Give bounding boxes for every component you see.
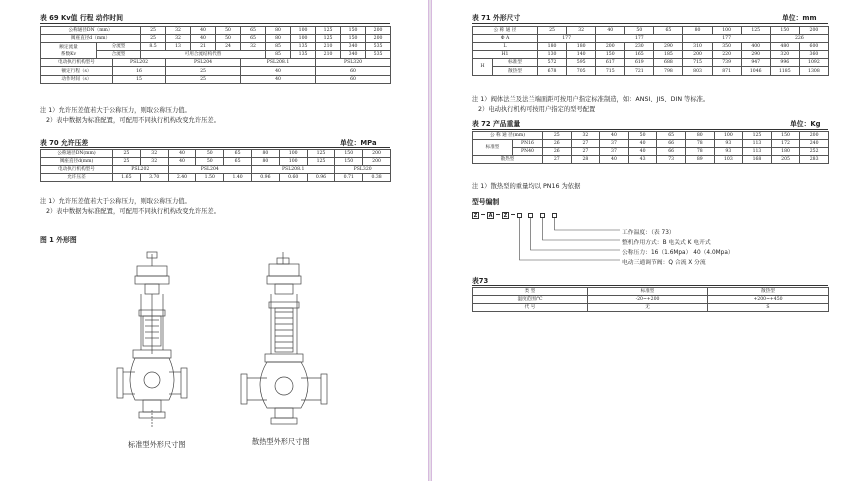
act-cell: PSL208.1 — [241, 59, 316, 67]
left-page — [0, 0, 428, 481]
d-cell: 200 — [363, 158, 391, 166]
d-cell: 65 — [224, 158, 252, 166]
table-cell: 40 — [191, 35, 216, 43]
h1-cell: 320 — [770, 51, 799, 59]
table71-unit: 单位：mm — [782, 14, 817, 22]
row-label: 允许压差 — [41, 174, 113, 182]
time-cell: 40 — [241, 75, 316, 83]
figure1-title: 图 1 外形图 — [40, 236, 77, 244]
pn16-cell: 27 — [571, 140, 600, 148]
d-cell: 25 — [113, 158, 141, 166]
table70-dp-row — [41, 174, 391, 182]
model-title: 型号编制 — [472, 198, 500, 206]
code-line-temp: 工作温度：（表 73） — [622, 230, 675, 236]
table73-row — [473, 296, 829, 304]
l-label: L — [473, 43, 538, 51]
note69-2: 2）表中数据为标准配置，可配用不同执行机构改变允许压差。 — [46, 117, 221, 124]
dn-cell: 65 — [657, 132, 686, 140]
table70-dn-row — [41, 150, 391, 158]
dn-cell: 150 — [335, 150, 363, 158]
l-cell: 230 — [625, 43, 654, 51]
table-cell: 65 — [241, 27, 266, 35]
table73-title: 表73 — [472, 277, 489, 285]
table-cell: 50 — [216, 27, 241, 35]
table71-l-row — [473, 43, 829, 51]
table-cell: 25 — [141, 35, 166, 43]
pn16-cell: 93 — [714, 140, 743, 148]
time-cell: 15 — [113, 75, 166, 83]
dn-cell: 25 — [113, 150, 141, 158]
l-cell: 350 — [712, 43, 741, 51]
dn-cell: 50 — [625, 27, 654, 35]
table69-act-row — [41, 59, 391, 67]
table71-h1-row — [473, 51, 829, 59]
dn-label: 公 称 通 径 — [473, 27, 538, 35]
dp-cell: 1.40 — [224, 174, 252, 182]
table73-cell: S — [708, 304, 829, 312]
note69-1: 注 1）允许压差值若大于公称压力，则取公称压力值。 — [40, 107, 191, 114]
dp-cell: 2.40 — [168, 174, 196, 182]
code-leader-lines — [512, 218, 622, 270]
d-cell: 100 — [279, 158, 307, 166]
std-cell: 572 — [538, 59, 567, 67]
code-dash — [511, 214, 515, 215]
table73-row — [473, 288, 829, 296]
dn-cell: 80 — [685, 132, 714, 140]
table-cell: 100 — [291, 35, 316, 43]
code-line-type: 电动三通调节阀：Q 合流 X 分流 — [622, 260, 706, 266]
l-cell: 180 — [567, 43, 596, 51]
h-label: H — [473, 59, 493, 75]
table-cell: 25 — [141, 27, 166, 35]
kv-cell: 340 — [341, 51, 366, 59]
table73-cell: 散热型 — [708, 288, 829, 296]
l-cell: 310 — [683, 43, 712, 51]
heat-cell: 1046 — [741, 67, 770, 75]
pn16-cell: 26 — [543, 140, 572, 148]
act-label: 电动执行机构型号 — [41, 166, 113, 174]
std-cell: 1092 — [799, 59, 828, 67]
table-cell: 125 — [316, 27, 341, 35]
table69-title: 表 69 Kv值 行程 动作时间 — [40, 14, 123, 22]
table-cell: 50 — [216, 35, 241, 43]
stroke-cell: 16 — [113, 67, 166, 75]
heat-cell: 205 — [771, 156, 800, 164]
table72-heat-row — [473, 156, 829, 164]
table71-phi-row — [473, 35, 829, 43]
h1-cell: 140 — [567, 51, 596, 59]
pn40-cell: 93 — [714, 148, 743, 156]
note71-2: 2）电动执行机构可按用户指定的型号配置 — [478, 106, 596, 113]
heat-cell: 43 — [628, 156, 657, 164]
note70-2: 2）表中数据为标准配置，可配用不同执行机构改变允许压差。 — [46, 208, 221, 215]
dp-cell: 0.60 — [279, 174, 307, 182]
pn40-cell: 37 — [600, 148, 629, 156]
std-label: 标准型 — [493, 59, 538, 67]
heat-cell: 103 — [714, 156, 743, 164]
table71-dn-row — [473, 27, 829, 35]
dn-cell: 100 — [712, 27, 741, 35]
act-label: 电动执行机构型号 — [41, 59, 113, 67]
table72-unit: 单位：Kg — [790, 120, 821, 128]
heat-cell: 73 — [657, 156, 686, 164]
std-label: 标准型 — [473, 140, 513, 156]
h1-cell: 165 — [625, 51, 654, 59]
table-cell: 150 — [341, 35, 366, 43]
heat-cell: 40 — [600, 156, 629, 164]
pn40-cell: 252 — [800, 148, 829, 156]
row-label: 公称通径DN(mm) — [41, 150, 113, 158]
table-cell: 200 — [366, 35, 391, 43]
table73-cell: +200~+450 — [708, 296, 829, 304]
std-cell: 947 — [741, 59, 770, 67]
dn-cell: 100 — [279, 150, 307, 158]
stroke-label: 额定行程（s） — [41, 67, 113, 75]
heat-cell: 168 — [743, 156, 772, 164]
kv-cell: 535 — [366, 43, 391, 51]
dp-cell: 1.50 — [196, 174, 224, 182]
stroke-cell: 40 — [241, 67, 316, 75]
table72-title: 表 72 产品重量 — [472, 120, 521, 128]
std-cell: 595 — [567, 59, 596, 67]
kv-cell: 210 — [316, 51, 341, 59]
pn40-cell: 26 — [543, 148, 572, 156]
table73-cell: 无 — [588, 304, 708, 312]
note71-1: 注 1）阀体法兰及法兰端面距可按用户指定标准制造，如：ANSI、JIS、DIN 等标准。 — [472, 96, 710, 103]
row-label: 阀座直径d(mm) — [41, 158, 113, 166]
heat-cell: 27 — [543, 156, 572, 164]
std-cell: 715 — [683, 59, 712, 67]
kv-row2-label: 合流型 — [97, 51, 141, 59]
heat-cell: 1308 — [799, 67, 828, 75]
kv-cell: 535 — [366, 51, 391, 59]
heat-cell: 798 — [654, 67, 683, 75]
table73-cell: 类 型 — [473, 288, 588, 296]
table71-heat-row — [473, 67, 829, 75]
dn-cell: 150 — [771, 132, 800, 140]
code-box-3: Z — [503, 213, 508, 219]
pn16-cell: 240 — [800, 140, 829, 148]
heat-cell: 283 — [800, 156, 829, 164]
dn-cell: 80 — [251, 150, 279, 158]
table-cell: 125 — [316, 35, 341, 43]
h1-cell: 185 — [654, 51, 683, 59]
act-cell: PSL204 — [166, 59, 241, 67]
table73-cell: 温度范围/℃ — [473, 296, 588, 304]
dn-cell: 32 — [571, 132, 600, 140]
pn16-cell: 172 — [771, 140, 800, 148]
code-line-pressure: 公称压力：16（1.6Mpa） 40（4.0Mpa） — [622, 250, 734, 256]
heat-cell: 678 — [538, 67, 567, 75]
heat-cell: 1185 — [770, 67, 799, 75]
dn-cell: 125 — [307, 150, 335, 158]
pn40-cell: 66 — [657, 148, 686, 156]
phi-cell: 177 — [596, 35, 683, 43]
l-cell: 180 — [538, 43, 567, 51]
kv-cell: 210 — [316, 43, 341, 51]
dn-cell: 25 — [543, 132, 572, 140]
d-cell: 40 — [168, 158, 196, 166]
table73-cell: 代 号 — [473, 304, 588, 312]
dn-cell: 150 — [770, 27, 799, 35]
table-cell: 32 — [166, 35, 191, 43]
l-cell: 600 — [799, 43, 828, 51]
table69-dn-row — [41, 27, 391, 35]
table72 — [472, 131, 829, 164]
heat-cell: 721 — [625, 67, 654, 75]
h1-cell: 130 — [538, 51, 567, 59]
pn40-cell: 180 — [771, 148, 800, 156]
h1-cell: 360 — [799, 51, 828, 59]
kv-row2-mid: 可用合流结构代替 — [141, 51, 266, 59]
table72-top-rule — [472, 129, 828, 130]
code-line-action: 整机作用方式：B 电关式 K 电开式 — [622, 240, 711, 246]
table69 — [40, 26, 391, 84]
act-cell: PSL204 — [168, 166, 251, 174]
note70-1: 注 1）允许压差值若大于公称压力，则取公称压力值。 — [40, 198, 191, 205]
table-cell: 100 — [291, 27, 316, 35]
table73-cell: -20~+200 — [588, 296, 708, 304]
kv-label: 额定流量 系数Kv — [41, 43, 97, 59]
table70-title: 表 70 允许压差 — [40, 139, 89, 147]
std-cell: 617 — [596, 59, 625, 67]
pn40-cell: 27 — [571, 148, 600, 156]
l-cell: 400 — [741, 43, 770, 51]
phi-cell: 177 — [683, 35, 770, 43]
table72-pn16-row — [473, 140, 829, 148]
heat-cell: 705 — [567, 67, 596, 75]
h1-label: H1 — [473, 51, 538, 59]
table69-d-row — [41, 35, 391, 43]
pn16-cell: 37 — [600, 140, 629, 148]
dn-cell: 32 — [567, 27, 596, 35]
kv-cell: 85 — [266, 51, 291, 59]
pn16-label: PN16 — [513, 140, 543, 148]
dn-cell: 65 — [654, 27, 683, 35]
dn-cell: 50 — [628, 132, 657, 140]
heat-cell: 89 — [685, 156, 714, 164]
h1-cell: 200 — [683, 51, 712, 59]
time-cell: 60 — [316, 75, 391, 83]
kv-row1-label: 分流型 — [97, 43, 141, 51]
dn-cell: 40 — [596, 27, 625, 35]
table73 — [472, 287, 829, 312]
dn-cell: 125 — [743, 132, 772, 140]
dn-cell: 200 — [799, 27, 828, 35]
heat-label: 散热型 — [493, 67, 538, 75]
l-cell: 200 — [596, 43, 625, 51]
table70 — [40, 149, 391, 182]
d-cell: 50 — [196, 158, 224, 166]
time-cell: 25 — [166, 75, 241, 83]
std-cell: 996 — [770, 59, 799, 67]
phi-label: Φ A — [473, 35, 538, 43]
standard-valve-drawing — [105, 250, 195, 440]
pn16-cell: 66 — [657, 140, 686, 148]
row-label: 阀座直径d（mm） — [41, 35, 141, 43]
pn40-cell: 78 — [685, 148, 714, 156]
table71 — [472, 26, 829, 76]
kv-cell: 8.5 — [141, 43, 166, 51]
dn-cell: 125 — [741, 27, 770, 35]
row-label: 公称通径DN（mm） — [41, 27, 141, 35]
table71-top-rule — [472, 23, 828, 24]
heat-label: 散热型 — [473, 156, 543, 164]
phi-cell: 177 — [538, 35, 596, 43]
table73-top-rule — [472, 285, 828, 286]
l-cell: 290 — [654, 43, 683, 51]
kv-cell: 135 — [291, 51, 316, 59]
code-dash — [481, 214, 485, 215]
std-cell: 688 — [654, 59, 683, 67]
dn-cell: 200 — [363, 150, 391, 158]
dn-cell: 80 — [683, 27, 712, 35]
table70-unit: 单位：MPa — [340, 139, 377, 147]
table69-top-rule — [40, 23, 390, 24]
stroke-cell: 60 — [316, 67, 391, 75]
table70-d-row — [41, 158, 391, 166]
kv-cell: 340 — [341, 43, 366, 51]
dn-label: 公 称 通 径(mm) — [473, 132, 543, 140]
h1-cell: 220 — [712, 51, 741, 59]
dn-cell: 50 — [196, 150, 224, 158]
dn-cell: 40 — [600, 132, 629, 140]
heat-valve-drawing — [235, 250, 335, 435]
dp-cell: 0.96 — [251, 174, 279, 182]
table71-title: 表 71 外形尺寸 — [472, 14, 521, 22]
table-cell: 200 — [366, 27, 391, 35]
d-cell: 125 — [307, 158, 335, 166]
code-box-2: A — [488, 213, 493, 219]
table-cell: 40 — [191, 27, 216, 35]
table71-std-row — [473, 59, 829, 67]
kv-cell: 24 — [216, 43, 241, 51]
time-label: 动作时间（s） — [41, 75, 113, 83]
d-cell: 150 — [335, 158, 363, 166]
std-cell: 619 — [625, 59, 654, 67]
h1-cell: 290 — [741, 51, 770, 59]
d-cell: 32 — [140, 158, 168, 166]
pn16-cell: 78 — [685, 140, 714, 148]
std-cell: 739 — [712, 59, 741, 67]
act-cell: PSL202 — [113, 166, 169, 174]
pn16-cell: 40 — [628, 140, 657, 148]
table-cell: 65 — [241, 35, 266, 43]
kv-cell: 21 — [191, 43, 216, 51]
pn16-cell: 113 — [743, 140, 772, 148]
code-box-1: Z — [473, 213, 478, 219]
heat-cell: 28 — [571, 156, 600, 164]
note72: 注 1）散热型的重量均以 PN16 为依据 — [472, 183, 581, 190]
dn-cell: 40 — [168, 150, 196, 158]
table70-act-row — [41, 166, 391, 174]
dn-cell: 25 — [538, 27, 567, 35]
right-page — [432, 0, 860, 481]
table-cell: 80 — [266, 35, 291, 43]
table-cell: 80 — [266, 27, 291, 35]
h1-cell: 150 — [596, 51, 625, 59]
pn40-label: PN40 — [513, 148, 543, 156]
dn-cell: 65 — [224, 150, 252, 158]
dp-cell: 0.71 — [335, 174, 363, 182]
table-cell: 150 — [341, 27, 366, 35]
caption-standard: 标准型外形尺寸图 — [128, 440, 186, 449]
act-cell: PSL208.1 — [251, 166, 334, 174]
dp-cell: 3.70 — [140, 174, 168, 182]
dn-cell: 200 — [800, 132, 829, 140]
stroke-cell: 25 — [166, 67, 241, 75]
heat-cell: 715 — [596, 67, 625, 75]
table70-top-rule — [40, 147, 390, 148]
heat-cell: 871 — [712, 67, 741, 75]
dn-cell: 32 — [140, 150, 168, 158]
kv-cell: 85 — [266, 43, 291, 51]
table69-time-row — [41, 75, 391, 83]
dp-cell: 0.38 — [363, 174, 391, 182]
caption-heat: 散热型外形尺寸图 — [252, 437, 310, 446]
table72-pn40-row — [473, 148, 829, 156]
heat-cell: 803 — [683, 67, 712, 75]
table73-cell: 标准型 — [588, 288, 708, 296]
phi-cell: 226 — [770, 35, 828, 43]
table69-stroke-row — [41, 67, 391, 75]
d-cell: 80 — [251, 158, 279, 166]
pn40-cell: 113 — [743, 148, 772, 156]
kv-cell: 32 — [241, 43, 266, 51]
pn40-cell: 40 — [628, 148, 657, 156]
table72-dn-row — [473, 132, 829, 140]
table-cell: 32 — [166, 27, 191, 35]
dn-cell: 100 — [714, 132, 743, 140]
l-cell: 480 — [770, 43, 799, 51]
table73-row — [473, 304, 829, 312]
act-cell: PSL320 — [335, 166, 391, 174]
dp-cell: 1.65 — [113, 174, 141, 182]
act-cell: PSL202 — [113, 59, 166, 67]
kv-cell: 135 — [291, 43, 316, 51]
table69-kv1-row — [41, 43, 391, 51]
code-dash — [496, 214, 500, 215]
dp-cell: 0.96 — [307, 174, 335, 182]
act-cell: PSL320 — [316, 59, 391, 67]
kv-cell: 13 — [166, 43, 191, 51]
